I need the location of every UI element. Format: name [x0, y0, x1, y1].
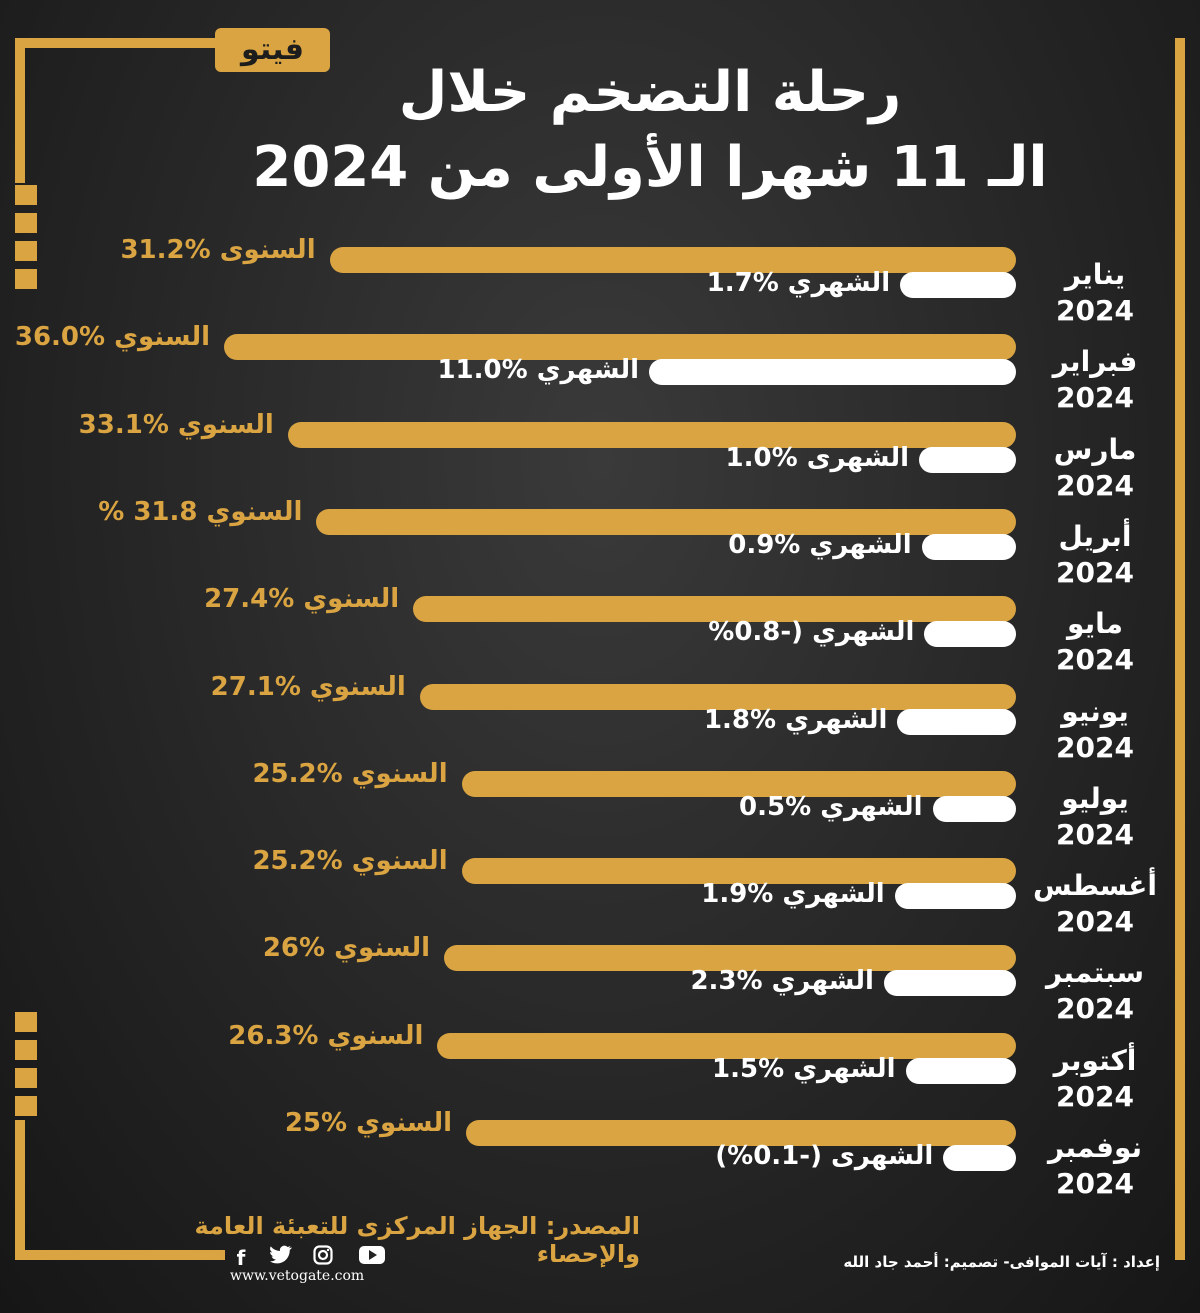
monthly-value-label: الشهري %11.0 — [437, 355, 639, 385]
annual-value-label: السنوي %26 — [262, 933, 430, 963]
monthly-value-label: الشهري %1.9 — [701, 879, 885, 909]
frame-dash — [15, 241, 37, 261]
month-year: 2024 — [1056, 905, 1134, 938]
month-year: 2024 — [1056, 294, 1134, 327]
month-name: يونيو — [1061, 695, 1129, 728]
month-year: 2024 — [1056, 381, 1134, 414]
monthly-value-label: الشهري (-0.8% — [708, 617, 915, 647]
month-year: 2024 — [1056, 556, 1134, 589]
frame-bottom-left-border — [15, 1120, 25, 1260]
month-label — [1010, 694, 1180, 766]
website-url[interactable]: www.vetogate.com — [230, 1268, 365, 1284]
month-name: يوليو — [1061, 782, 1129, 815]
month-name: أكتوبر — [1053, 1044, 1137, 1077]
annual-value-label: السنوي %36.0 — [14, 322, 210, 352]
monthly-bar — [943, 1145, 1016, 1171]
frame-left-border — [15, 38, 25, 183]
monthly-value-label: الشهري %1.5 — [712, 1054, 896, 1084]
frame-top-border — [15, 38, 215, 48]
monthly-bar — [900, 272, 1016, 298]
monthly-bar — [897, 709, 1016, 735]
frame-dash — [15, 269, 37, 289]
annual-value-label: السنوي %33.1 — [78, 410, 274, 440]
month-name: سبتمبر — [1045, 956, 1144, 989]
monthly-bar — [933, 796, 1017, 822]
monthly-value-label: الشهري %0.5 — [739, 792, 923, 822]
annual-value-label: السنوي 31.8 % — [98, 497, 303, 527]
annual-bar — [330, 247, 1016, 273]
month-name: أغسطس — [1032, 869, 1158, 902]
annual-value-label: السنوي %27.1 — [210, 672, 406, 702]
chart-title-line1: رحلة التضخم خلال — [398, 60, 902, 125]
brand-logo: فيتو — [215, 28, 330, 72]
annual-value-label: السنوي %26.3 — [228, 1021, 424, 1051]
month-label — [1010, 1043, 1180, 1115]
month-name: أبريل — [1058, 520, 1132, 553]
frame-dash — [15, 213, 37, 233]
month-name: مايو — [1067, 607, 1123, 640]
monthly-bar — [919, 447, 1016, 473]
month-name: يناير — [1064, 258, 1126, 291]
monthly-bar — [922, 534, 1016, 560]
month-label — [1010, 606, 1180, 678]
monthly-bar — [906, 1058, 1017, 1084]
month-label — [1010, 257, 1180, 329]
month-year: 2024 — [1056, 1167, 1134, 1200]
frame-dash — [15, 1068, 37, 1088]
frame-dash — [15, 185, 37, 205]
annual-value-label: السنوي %25.2 — [252, 759, 448, 789]
annual-value-label: السنوى %31.2 — [120, 235, 316, 265]
month-label — [1010, 955, 1180, 1027]
month-label — [1010, 519, 1180, 591]
month-label — [1010, 1130, 1180, 1202]
month-label — [1010, 344, 1180, 416]
monthly-value-label: الشهرى (-0.1%) — [715, 1141, 934, 1171]
monthly-value-label: الشهري %1.7 — [706, 268, 891, 298]
month-year: 2024 — [1056, 731, 1134, 764]
month-name: نوفمبر — [1047, 1131, 1143, 1164]
annual-value-label: السنوي %25.2 — [252, 846, 448, 876]
facebook-icon[interactable]: f — [236, 1246, 246, 1270]
month-year: 2024 — [1056, 992, 1134, 1025]
monthly-value-label: الشهري %1.8 — [703, 705, 888, 735]
monthly-bar — [895, 883, 1016, 909]
frame-dash — [15, 1096, 37, 1116]
month-year: 2024 — [1056, 1080, 1134, 1113]
monthly-value-label: الشهري %0.9 — [728, 530, 912, 560]
month-year: 2024 — [1056, 643, 1134, 676]
annual-value-label: السنوي %25 — [284, 1108, 452, 1138]
chart-title-line2: الـ 11 شهرا الأولى من 2024 — [252, 135, 1048, 200]
credit-note: إعداد : آيات الموافى- تصميم: أحمد جاد الله — [843, 1253, 1160, 1271]
annual-value-label: السنوي %27.4 — [204, 584, 400, 614]
month-name: مارس — [1053, 433, 1137, 466]
source-note: المصدر: الجهاز المركزى للتعبئة العامة والإحصاء — [194, 1212, 640, 1268]
monthly-bar — [924, 621, 1016, 647]
monthly-bar — [884, 970, 1016, 996]
monthly-bar — [649, 359, 1016, 385]
month-year: 2024 — [1056, 818, 1134, 851]
month-year: 2024 — [1056, 469, 1134, 502]
monthly-value-label: الشهرى %1.0 — [725, 443, 909, 473]
month-label — [1010, 432, 1180, 504]
month-name: فبراير — [1052, 345, 1138, 378]
month-label — [1010, 868, 1180, 940]
frame-dash — [15, 1040, 37, 1060]
monthly-value-label: الشهري %2.3 — [690, 966, 874, 996]
frame-dash — [15, 1012, 37, 1032]
month-label — [1010, 781, 1180, 853]
